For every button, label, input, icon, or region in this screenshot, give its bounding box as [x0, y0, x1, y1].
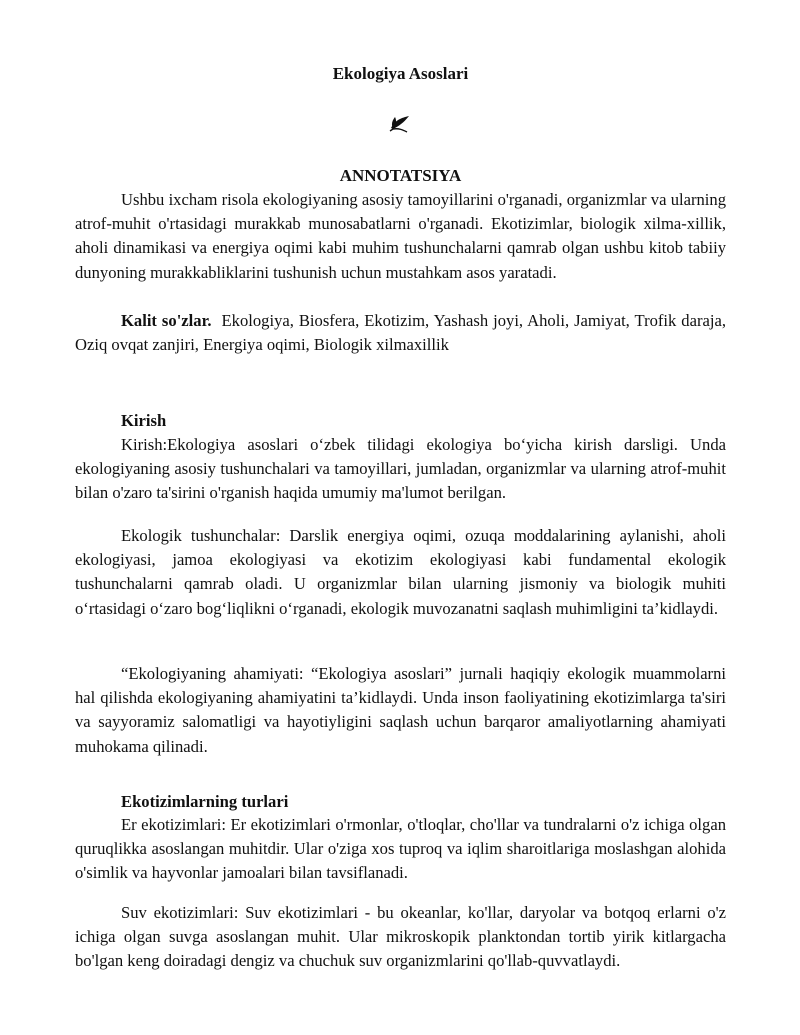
leaf-flourish-icon [387, 112, 413, 134]
intro-paragraph-2: Ekologik tushunchalar: Darslik energiya oqimi, ozuqa moddalarining aylanishi, aholi ekologiyasi, jamoa ekologiyasi va ekotizim ekologiyasi kabi fundamental ekologik tushunchalarni qamrab oladi. U organizmlar bilan ularning jismoniy va biologik muhiti o‘rtasidagi o‘zaro bog‘liqlikni o‘rganadi, ekologik muvozanatni saqlash muhimligini ta’kidlaydi. [75, 526, 726, 618]
ecosystems-heading: Ekotizimlarning turlari [121, 792, 289, 811]
ecosystems-paragraph-1: Er ekotizimlari: Er ekotizimlari o'rmonlar, o'tloqlar, cho'llar va tundralarni o'z ichiga olgan quruqlikka asoslangan muhitdir. Ular o'ziga xos tuproq va iqlim sharoitlariga moslashgan alohida o'simlik va hayvonlar jamoalari bilan tavsiflanadi. [75, 815, 726, 883]
keywords-text: Ekologiya, Biosfera, Ekotizim, Yashash joyi, Aholi, Jamiyat, Trofik daraja, Oziq ovqat zanjiri, Energiya oqimi, Biologik xilmaxillik [75, 311, 726, 355]
keywords-paragraph [75, 309, 726, 357]
annotation-text: Ushbu ixcham risola ekologiyaning asosiy tamoyillarini o'rganadi, organizmlar va ularning atrof-muhit o'rtasidagi murakkab munosabatlarni o'rganadi. Ekotizimlar, biologik xilma-xillik, aholi dinamikasi va energiya oqimi kabi muhim tushunchalarni qamrab olgan ushbu kitob tabiiy dunyoning murakkabliklarini tushunish uchun mustahkam asos yaratadi. [75, 190, 726, 282]
keywords-label: Kalit so'zlar. [121, 311, 212, 330]
ecosystems-paragraph-2: Suv ekotizimlari: Suv ekotizimlari - bu okeanlar, ko'llar, daryolar va botqoq erlarni o'z ichiga olgan suvga asoslangan muhit. Ular mikroskopik planktondan tortib yirik kitlargacha bo'lgan keng doiradagi dengiz va chuchuk suv organizmlarini qo'llab-quvvatlaydi. [75, 903, 726, 971]
intro-paragraph-3: “Ekologiyaning ahamiyati: “Ekologiya asoslari” jurnali haqiqiy ekologik muammolarni hal qilishda ekologiyaning ahamiyatini ta’kidlaydi. Unda inson faoliyatining ekotizimlarga ta'siri va sayyoramiz salomatligi va hayotiyligini saqlash uchun barqaror amaliyotlarning ahamiyati muhokama qilinadi. [75, 664, 726, 756]
intro-heading: Kirish [121, 411, 167, 430]
annotation-heading: ANNOTATSIYA [339, 166, 462, 185]
document-title: Ekologiya Asoslari [332, 64, 469, 83]
intro-paragraph-1: Kirish:Ekologiya asoslari o‘zbek tilidagi ekologiya bo‘yicha kirish darsligi. Unda ekologiyaning asosiy tushunchalari va tamoyillari, jumladan, organizmlar va ularning atrof-muhit bilan o'zaro ta'sirini o'rganish haqida umumiy ma'lumot berilgan. [75, 435, 726, 503]
